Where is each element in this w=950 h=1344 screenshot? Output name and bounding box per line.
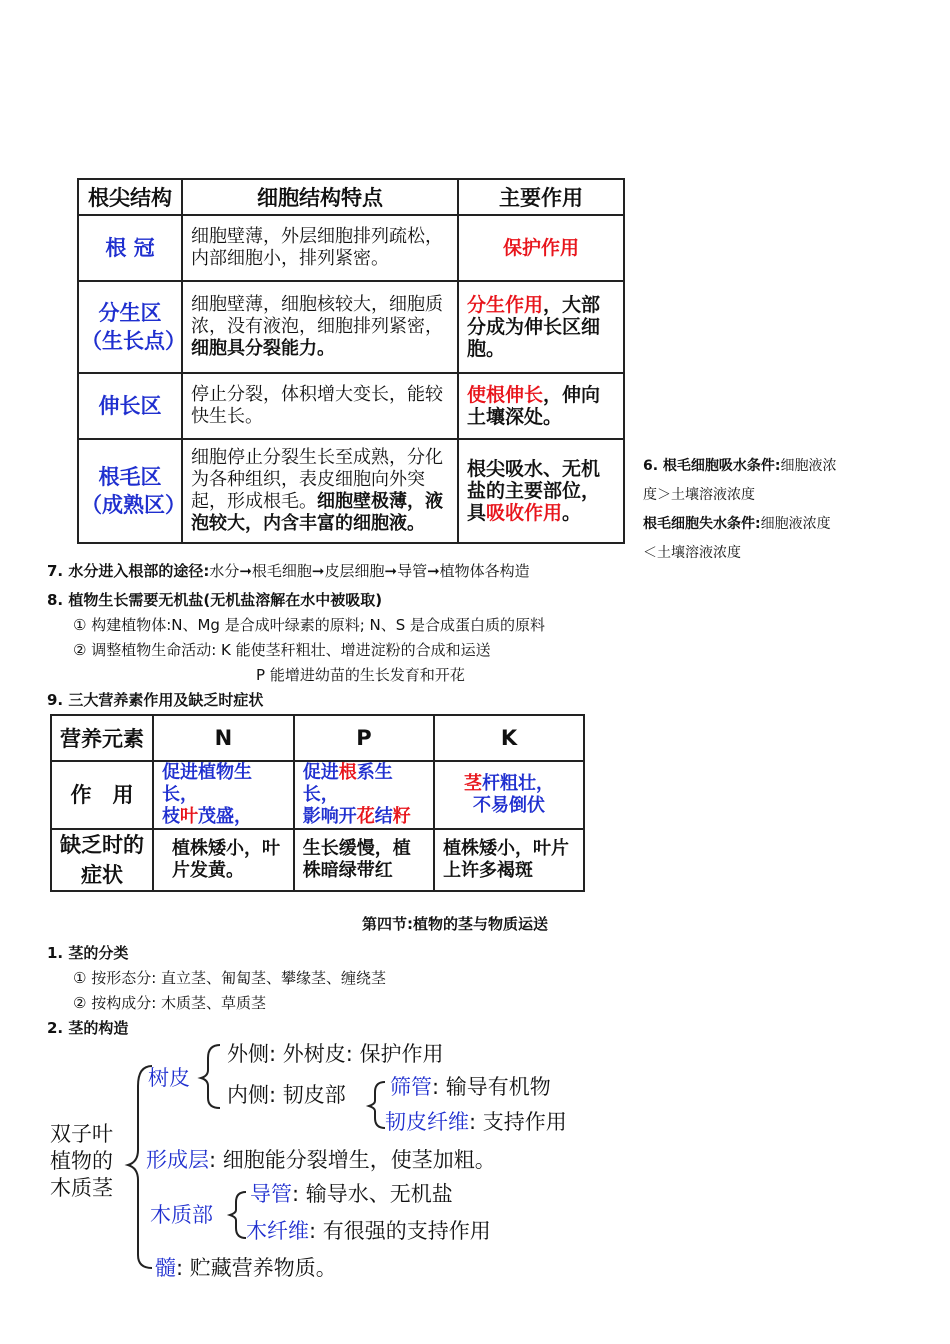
desc: : 细胞能分裂增生，使茎加粗。	[209, 1148, 496, 1172]
n-lack: 植株矮小，叶片发黄。	[153, 829, 294, 891]
root-line: 木质茎	[50, 1176, 113, 1200]
vessel	[250, 1181, 453, 1207]
function-text: ，大部分成为伸长区细胞。	[467, 294, 601, 360]
row-label: 缺乏时的症状	[51, 829, 153, 891]
bark-brace	[201, 1045, 220, 1108]
item-8-line: ② 调整植物生命活动: K 能使茎秆粗壮、增进淀粉的合成和运送	[73, 641, 491, 659]
header-cell: 营养元素	[51, 715, 153, 761]
function-highlight: 保护作用	[502, 237, 579, 259]
text: 影响开	[302, 806, 357, 827]
section-title: 第四节:植物的茎与物质运送	[362, 915, 548, 933]
name-line: 根毛区	[98, 465, 162, 489]
item-8-line: P 能增进幼苗的生长发育和开花	[256, 666, 465, 684]
highlight: 籽	[392, 806, 411, 827]
name-line: 分生区	[98, 301, 162, 325]
xylem-label: 木质部	[150, 1203, 213, 1227]
feature-bold: 细胞具分裂能力。	[191, 338, 335, 359]
desc: : 输导有机物	[432, 1075, 551, 1099]
structure-name: 伸长区	[78, 373, 182, 439]
function-text: 根尖吸水、无机盐的主要部位，具	[467, 458, 601, 524]
name-sub: （生长点）	[81, 329, 186, 353]
item-8-label: 8. 植物生长需要无机盐(无机盐溶解在水中被吸取)	[47, 591, 383, 609]
header-cell: K	[434, 715, 584, 761]
term: 形成层	[146, 1148, 209, 1172]
item-1-line: ① 按形态分: 直立茎、匍匐茎、攀缘茎、缠绕茎	[73, 969, 387, 987]
text: 不易倒伏	[473, 795, 546, 816]
header-cell: 根尖结构	[78, 179, 182, 215]
row-label: 作 用	[51, 761, 153, 829]
p-lack: 生长缓慢，植株暗绿带红	[294, 829, 434, 891]
header-cell: N	[153, 715, 294, 761]
xylem-brace	[230, 1192, 246, 1238]
bark-label: 树皮	[148, 1066, 190, 1090]
item-9-label: 9. 三大营养素作用及缺乏时症状	[47, 691, 264, 709]
highlight: 花	[356, 806, 375, 827]
note-label: 6. 根毛细胞吸水条件:	[643, 458, 781, 474]
item-2-label: 2. 茎的构造	[47, 1019, 129, 1037]
note-line: ＜土壤溶液浓度	[643, 545, 741, 561]
inner-bark: 内侧: 韧皮部	[227, 1083, 346, 1107]
phloem-fiber	[385, 1109, 567, 1135]
term: 髓	[155, 1256, 176, 1280]
desc: : 有很强的支持作用	[309, 1219, 491, 1243]
item-1-line: ② 按构成分: 木质茎、草质茎	[73, 994, 267, 1012]
function-highlight: 吸收作用	[486, 502, 563, 524]
note-line: 度＞土壤溶液浓度	[643, 487, 755, 503]
highlight: 叶	[180, 806, 198, 827]
sieve-tube	[390, 1074, 551, 1100]
root-line: 植物的	[50, 1149, 113, 1173]
structure-name: 根 冠	[78, 215, 182, 281]
header-cell: 细胞结构特点	[182, 179, 458, 215]
text: 促进植物生长，	[162, 762, 252, 805]
term: 木纤维	[246, 1219, 309, 1243]
highlight: 茎	[464, 773, 483, 794]
note-label: 根毛细胞失水条件:	[643, 516, 761, 532]
text: 结	[374, 806, 393, 827]
desc: : 输导水、无机盐	[292, 1182, 453, 1206]
term: 导管	[250, 1182, 292, 1206]
highlight: 根	[338, 762, 357, 783]
text: 枝	[162, 806, 180, 827]
note-text: 细胞液浓	[780, 458, 837, 474]
phloem-brace	[369, 1082, 385, 1128]
feature-text: 细胞壁薄，细胞核较大，细胞质浓，没有液泡，细胞排列紧密，	[191, 294, 443, 337]
root-line: 双子叶	[50, 1122, 113, 1146]
feature-text: 细胞停止分裂生长至成熟，分化为各种组织，表皮细胞向外突起，形成根毛。	[191, 447, 443, 512]
note-text: 细胞液浓度	[760, 516, 831, 532]
text: 促进	[302, 762, 339, 783]
structure-feature: 细胞壁薄，外层细胞排列疏松，内部细胞小，排列紧密。	[182, 215, 458, 281]
feature-bold: 细胞壁极薄，液泡较大，内含丰富的细胞液。	[191, 491, 443, 534]
function-highlight: 分生作用	[467, 294, 544, 316]
item-text: 水分➞根毛细胞➞皮层细胞➞导管➞植物体各构造	[209, 562, 530, 580]
diagram-root	[50, 1121, 113, 1202]
cambium	[146, 1147, 496, 1173]
text: 茂盛，	[198, 806, 252, 827]
function-text: 。	[562, 502, 582, 524]
desc: : 贮藏营养物质。	[176, 1256, 337, 1280]
item-1-label: 1. 茎的分类	[47, 944, 129, 962]
term: 韧皮纤维	[385, 1110, 469, 1134]
desc: : 支持作用	[469, 1110, 567, 1134]
wood-fiber	[246, 1218, 491, 1244]
structure-feature: 停止分裂，体积增大变长，能较快生长。	[182, 373, 458, 439]
term: 筛管	[390, 1075, 432, 1099]
header-cell: 主要作用	[458, 179, 624, 215]
name-sub: （成熟区）	[81, 493, 186, 517]
k-lack: 植株矮小，叶片上许多褐斑	[434, 829, 584, 891]
pith	[155, 1255, 337, 1281]
function-text: ，伸向土壤深处。	[467, 384, 601, 428]
header-cell: P	[294, 715, 434, 761]
outer-bark: 外侧: 外树皮: 保护作用	[227, 1042, 444, 1066]
item-8-line: ① 构建植物体:N、Mg 是合成叶绿素的原料; N、S 是合成蛋白质的原料	[73, 616, 546, 634]
function-highlight: 使根伸长	[467, 384, 544, 406]
text: 杆粗壮，	[482, 773, 555, 794]
item-label: 7. 水分进入根部的途径:	[47, 562, 210, 580]
text: 系生长，	[302, 762, 393, 805]
